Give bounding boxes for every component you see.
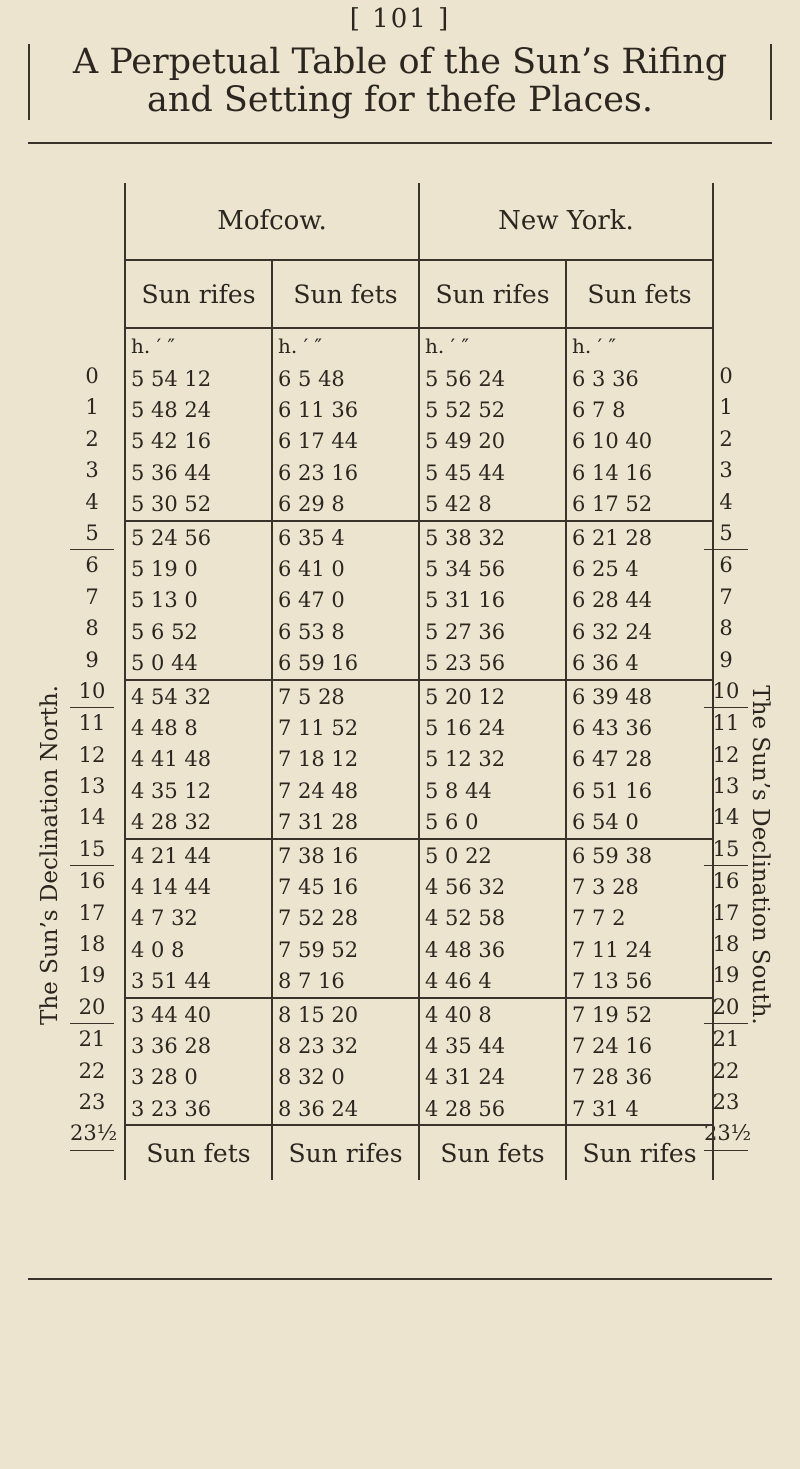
units-cell: h. ′ ″ [566, 328, 713, 363]
time-cell: 6 51 16 [566, 775, 713, 806]
time-cell: 6 28 44 [566, 585, 713, 616]
time-cell: 4 54 32 [125, 680, 272, 712]
degree-label: 22 [78, 1058, 106, 1083]
degree-label: 23½ [704, 1118, 748, 1150]
time-cell: 5 8 44 [419, 775, 566, 806]
time-cell: 4 35 44 [419, 1030, 566, 1061]
time-cell: 7 11 24 [566, 934, 713, 965]
time-cell: 7 45 16 [272, 871, 419, 902]
degree-label: 10 [70, 676, 114, 708]
degree-label: 5 [70, 518, 114, 550]
time-cell: 5 27 36 [419, 616, 566, 647]
degree-label: 19 [712, 963, 740, 988]
table-body [125, 328, 713, 1125]
time-cell: 4 21 44 [125, 839, 272, 871]
time-cell: 4 35 12 [125, 775, 272, 806]
degree-label: 13 [712, 774, 740, 799]
time-cell: 3 28 0 [125, 1062, 272, 1093]
degree-label: 1 [85, 395, 99, 420]
degree-label: 16 [712, 869, 740, 894]
time-cell: 7 5 28 [272, 680, 419, 712]
time-cell: 6 47 28 [566, 744, 713, 775]
degree-label: 7 [719, 584, 733, 609]
table-row [125, 1093, 713, 1125]
degree-label: 18 [78, 932, 106, 957]
time-cell: 5 56 24 [419, 363, 566, 394]
degree-label: 10 [704, 676, 748, 708]
table-row [125, 553, 713, 584]
degree-label: 6 [85, 553, 99, 578]
time-cell: 6 17 52 [566, 489, 713, 521]
time-cell: 5 6 0 [419, 806, 566, 838]
table-row [125, 489, 713, 521]
degree-label: 0 [85, 364, 99, 388]
time-cell: 6 36 4 [566, 648, 713, 680]
time-cell: 7 7 2 [566, 903, 713, 934]
time-cell: 4 28 32 [125, 806, 272, 838]
time-cell: 5 42 16 [125, 426, 272, 457]
degree-label: 2 [719, 426, 733, 451]
time-cell: 7 31 28 [272, 806, 419, 838]
time-cell: 4 0 8 [125, 934, 272, 965]
side-label-south: The Sun’s Declination South. [747, 685, 773, 1025]
place-header-moscow: Mofcow. [125, 183, 419, 260]
time-cell: 7 11 52 [272, 712, 419, 743]
time-cell: 6 17 44 [272, 426, 419, 457]
time-cell: 6 47 0 [272, 585, 419, 616]
title-rule [28, 142, 772, 144]
time-cell: 4 40 8 [419, 998, 566, 1030]
time-cell: 6 59 16 [272, 648, 419, 680]
column-header: Sun rifes [419, 260, 566, 328]
time-cell: 5 19 0 [125, 553, 272, 584]
time-cell: 5 38 32 [419, 521, 566, 553]
degree-label: 8 [719, 616, 733, 641]
table-row [125, 680, 713, 712]
degree-label: 15 [70, 834, 114, 866]
page-number: [ 101 ] [349, 4, 451, 34]
table-row [125, 1062, 713, 1093]
time-cell: 5 48 24 [125, 394, 272, 425]
time-cell: 6 3 36 [566, 363, 713, 394]
degree-label: 17 [78, 900, 106, 925]
time-cell: 8 15 20 [272, 998, 419, 1030]
time-cell: 6 10 40 [566, 426, 713, 457]
time-cell: 6 53 8 [272, 616, 419, 647]
time-cell: 5 31 16 [419, 585, 566, 616]
degree-label: 5 [704, 518, 748, 550]
time-cell: 6 32 24 [566, 616, 713, 647]
time-cell: 3 23 36 [125, 1093, 272, 1125]
table-row [125, 616, 713, 647]
table-title [28, 44, 772, 120]
degree-label: 23 [712, 1089, 740, 1114]
time-cell: 5 45 44 [419, 457, 566, 488]
time-cell: 7 59 52 [272, 934, 419, 965]
time-cell: 6 23 16 [272, 457, 419, 488]
bottom-rule [28, 1278, 772, 1280]
time-cell: 5 36 44 [125, 457, 272, 488]
title-line-1: A Perpetual Table of the Sun’s Rifing [72, 42, 728, 82]
time-cell: 6 29 8 [272, 489, 419, 521]
time-cell: 5 34 56 [419, 553, 566, 584]
degree-label: 13 [78, 774, 106, 799]
degree-label: 3 [85, 458, 99, 483]
place-header-new-york: New York. [419, 183, 713, 260]
degree-label: 23 [78, 1089, 106, 1114]
time-cell: 7 3 28 [566, 871, 713, 902]
time-cell: 4 52 58 [419, 903, 566, 934]
table-row [125, 521, 713, 553]
time-cell: 5 54 12 [125, 363, 272, 394]
units-cell: h. ′ ″ [125, 328, 272, 363]
time-cell: 5 24 56 [125, 521, 272, 553]
time-cell: 5 49 20 [419, 426, 566, 457]
time-cell: 7 31 4 [566, 1093, 713, 1125]
units-cell: h. ′ ″ [272, 328, 419, 363]
time-cell: 4 48 36 [419, 934, 566, 965]
degree-label: 2 [85, 426, 99, 451]
table-row [125, 998, 713, 1030]
table-row [125, 363, 713, 394]
time-cell: 4 28 56 [419, 1093, 566, 1125]
degree-column-left [70, 361, 118, 1151]
degree-label: 3 [719, 458, 733, 483]
column-footer: Sun rifes [272, 1125, 419, 1180]
time-cell: 4 48 8 [125, 712, 272, 743]
time-cell: 5 12 32 [419, 744, 566, 775]
time-cell: 6 39 48 [566, 680, 713, 712]
degree-label: 23½ [70, 1118, 114, 1150]
time-cell: 7 19 52 [566, 998, 713, 1030]
time-cell: 5 0 44 [125, 648, 272, 680]
time-cell: 4 41 48 [125, 744, 272, 775]
time-cell: 3 51 44 [125, 965, 272, 997]
degree-label: 21 [712, 1027, 740, 1052]
time-cell: 6 35 4 [272, 521, 419, 553]
degree-label: 14 [712, 805, 740, 830]
degree-label: 7 [85, 584, 99, 609]
table-row [125, 426, 713, 457]
table-row [125, 1030, 713, 1061]
time-cell: 4 56 32 [419, 871, 566, 902]
degree-label: 4 [85, 489, 99, 514]
degree-label: 22 [712, 1058, 740, 1083]
time-cell: 6 41 0 [272, 553, 419, 584]
degree-label: 12 [78, 742, 106, 767]
time-cell: 6 14 16 [566, 457, 713, 488]
time-cell: 5 6 52 [125, 616, 272, 647]
time-cell: 6 43 36 [566, 712, 713, 743]
time-cell: 8 36 24 [272, 1093, 419, 1125]
degree-label: 19 [78, 963, 106, 988]
time-cell: 7 24 16 [566, 1030, 713, 1061]
degree-label: 9 [719, 647, 733, 672]
degree-label: 1 [719, 395, 733, 420]
time-cell: 6 11 36 [272, 394, 419, 425]
table-row [125, 648, 713, 680]
time-cell: 6 5 48 [272, 363, 419, 394]
time-cell: 3 44 40 [125, 998, 272, 1030]
time-cell: 4 7 32 [125, 903, 272, 934]
degree-label: 6 [719, 553, 733, 578]
time-cell: 5 30 52 [125, 489, 272, 521]
time-cell: 5 20 12 [419, 680, 566, 712]
time-cell: 5 42 8 [419, 489, 566, 521]
time-cell: 7 52 28 [272, 903, 419, 934]
degree-label: 20 [704, 992, 748, 1024]
table-row [125, 585, 713, 616]
column-header: Sun rifes [125, 260, 272, 328]
degree-label: 14 [78, 805, 106, 830]
degree-label: 15 [704, 834, 748, 866]
degree-label: 20 [70, 992, 114, 1024]
column-header: Sun fets [566, 260, 713, 328]
time-cell: 7 18 12 [272, 744, 419, 775]
time-cell: 3 36 28 [125, 1030, 272, 1061]
degree-label: 11 [78, 711, 106, 736]
time-cell: 5 13 0 [125, 585, 272, 616]
degree-label: 21 [78, 1027, 106, 1052]
table-row [125, 903, 713, 934]
time-cell: 4 31 24 [419, 1062, 566, 1093]
time-cell: 4 14 44 [125, 871, 272, 902]
table-row [125, 871, 713, 902]
degree-label: 4 [719, 489, 733, 514]
time-cell: 5 16 24 [419, 712, 566, 743]
column-footer: Sun rifes [566, 1125, 713, 1180]
table-row [125, 457, 713, 488]
sunrise-sunset-table [124, 183, 714, 1180]
degree-label: 18 [712, 932, 740, 957]
time-cell: 5 52 52 [419, 394, 566, 425]
column-footer: Sun fets [125, 1125, 272, 1180]
time-cell: 5 23 56 [419, 648, 566, 680]
degree-label: 9 [85, 647, 99, 672]
time-cell: 6 54 0 [566, 806, 713, 838]
degree-label: 8 [85, 616, 99, 641]
table-row [125, 806, 713, 838]
table-row [125, 744, 713, 775]
time-cell: 6 25 4 [566, 553, 713, 584]
title-line-2: and Setting for thefe Places. [146, 79, 654, 120]
time-cell: 7 13 56 [566, 965, 713, 997]
table-row [125, 394, 713, 425]
column-footer: Sun fets [419, 1125, 566, 1180]
table-row [125, 712, 713, 743]
degree-label: 11 [712, 711, 740, 736]
time-cell: 6 7 8 [566, 394, 713, 425]
time-cell: 7 38 16 [272, 839, 419, 871]
degree-label: 17 [712, 900, 740, 925]
time-cell: 4 46 4 [419, 965, 566, 997]
time-cell: 7 24 48 [272, 775, 419, 806]
units-cell: h. ′ ″ [419, 328, 566, 363]
degree-label: 12 [712, 742, 740, 767]
side-label-north: The Sun’s Declination North. [37, 685, 63, 1025]
table-row [125, 934, 713, 965]
time-cell: 5 0 22 [419, 839, 566, 871]
degree-label: 0 [719, 364, 733, 388]
degree-label: 16 [78, 869, 106, 894]
table-row [125, 839, 713, 871]
time-cell: 6 59 38 [566, 839, 713, 871]
time-cell: 6 21 28 [566, 521, 713, 553]
table-row [125, 775, 713, 806]
column-header: Sun fets [272, 260, 419, 328]
time-cell: 7 28 36 [566, 1062, 713, 1093]
time-cell: 8 23 32 [272, 1030, 419, 1061]
time-cell: 8 7 16 [272, 965, 419, 997]
time-cell: 8 32 0 [272, 1062, 419, 1093]
table-row [125, 965, 713, 997]
